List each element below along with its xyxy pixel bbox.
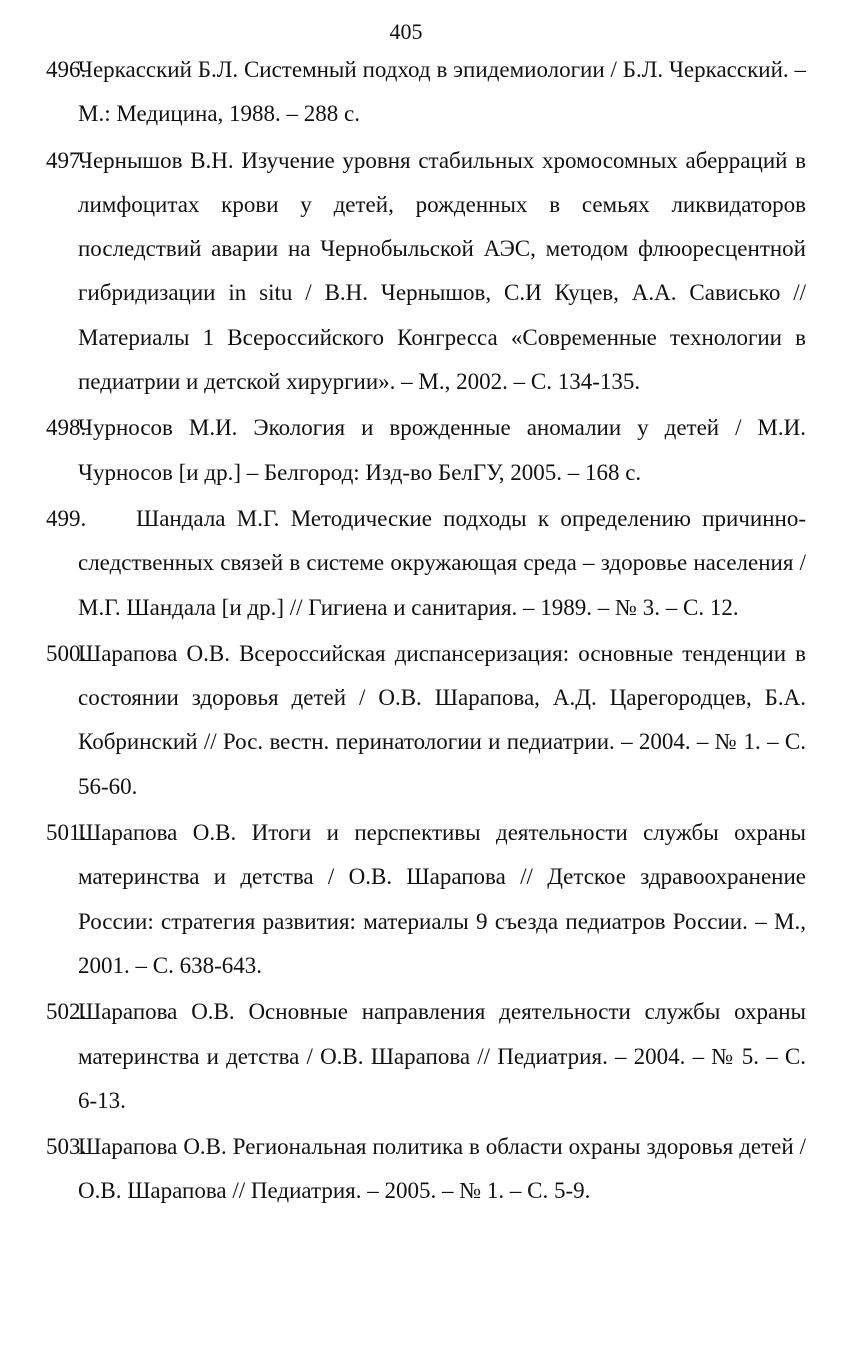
reference-text: Шандала М.Г. Методические подходы к определению причинно-следственных связей в системе окружающая среда – здоровье населения / М.Г. Шандала [и др.] // Гигиена и санитария. – 1989. – № 3. – С. 12.: [78, 505, 806, 620]
reference-number: 497.: [46, 147, 87, 173]
reference-item: [46, 811, 806, 988]
reference-item: [46, 406, 806, 495]
reference-text: Шарапова О.В. Региональная политика в области охраны здоровья детей / О.В. Шарапова // Педиатрия. – 2005. – № 1. – С. 5-9.: [78, 1134, 806, 1204]
reference-number: 502.: [46, 999, 87, 1025]
reference-number: 498.: [46, 415, 87, 441]
reference-item: [46, 497, 806, 630]
reference-number: 503.: [46, 1134, 87, 1160]
reference-item: [46, 632, 806, 809]
reference-text: Чернышов В.Н. Изучение уровня стабильных хромосомных аберраций в лимфоцитах крови у детей, рожденных в семьях ликвидаторов последствий аварии на Чернобыльской АЭС, методом флюоресцентной гибридизации in situ / В.Н. Чернышов, С.И Куцев, А.А. Сависько // Материалы 1 Всероссийского Конгресса «Современные технологии в педиатрии и детской хирургии». – М., 2002. – С. 134-135.: [78, 147, 806, 395]
reference-list: [0, 48, 852, 1216]
reference-text: Шарапова О.В. Итоги и перспективы деятельности службы охраны материнства и детства / О.В. Шарапова // Детское здравоохранение России: стратегия развития: материалы 9 съезда педиатров России. – М., 2001. – С. 638-643.: [78, 820, 806, 978]
reference-number: 501.: [46, 820, 87, 846]
reference-number: 496.: [46, 57, 87, 82]
reference-item: [46, 990, 806, 1123]
reference-number: 499.: [46, 505, 87, 531]
reference-item: [46, 139, 806, 405]
reference-item: [46, 48, 806, 137]
reference-text: Черкасский Б.Л. Системный подход в эпидемиологии / Б.Л. Черкасский. – М.: Медицина, 1988. – 288 с.: [78, 57, 806, 127]
reference-text: Чурносов М.И. Экология и врожденные аномалии у детей / М.И. Чурносов [и др.] – Белгород: Изд-во БелГУ, 2005. – 168 с.: [78, 415, 806, 485]
page-number: 405: [389, 19, 423, 44]
reference-number: 500.: [46, 640, 87, 666]
reference-text: Шарапова О.В. Всероссийская диспансеризация: основные тенденции в состоянии здоровья детей / О.В. Шарапова, А.Д. Царегородцев, Б.А. Кобринский // Рос. вестн. перинатологии и педиатрии. – 2004. – № 1. – С. 56-60.: [78, 640, 806, 799]
reference-text: Шарапова О.В. Основные направления деятельности службы охраны материнства и детства / О.В. Шарапова // Педиатрия. – 2004. – № 5. – С. 6-13.: [78, 999, 806, 1113]
reference-item: [46, 1125, 806, 1214]
